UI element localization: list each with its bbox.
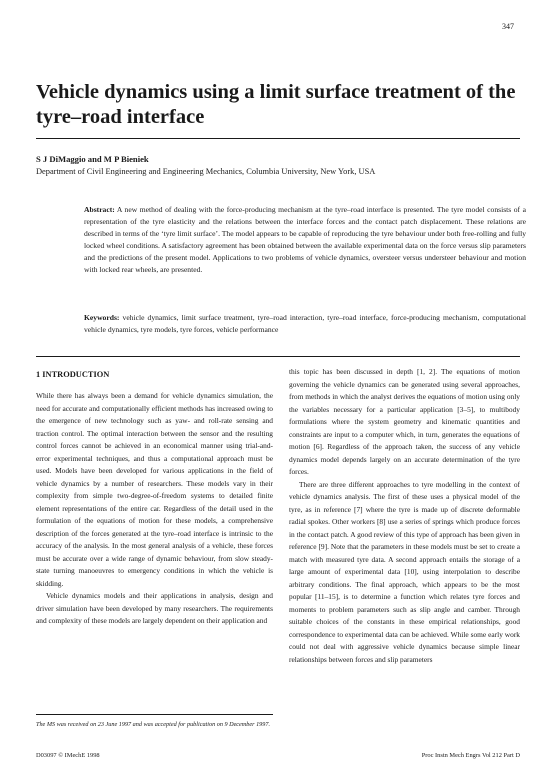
section-rule bbox=[36, 356, 520, 357]
paragraph: There are three different approaches to tyre modelling in the context of vehicle dynamics analysis. The first of these uses a physical model of the tyre, as in reference [7] where the tyre is made up of discrete deformable radial spokes. Other workers [8] use a series of springs which produce forces in the contact patch. A good review of this type of approach has been given in reference [9]. Note that the parameters in these models must be set to create a match with measured tyre data. A second approach entails the storage of a large amount of experimental data [10], using interpolation to describe arbitrary conditions. The final approach, which appears to be the most popular [11–15], is to determine a function which relates tyre forces and moments to problem parameters such as slip angle and camber. Through suitable choices of the constants in these empirical relationships, good correspondence to experimental data can be achieved. While some early work could not deal with aggressive vehicle dynamics because simple linear relationships between forces and slip parameters bbox=[289, 479, 520, 664]
left-column bbox=[36, 390, 273, 628]
footnote: The MS was received on 23 June 1997 and was accepted for publication on 9 December 1997. bbox=[36, 721, 270, 728]
paragraph: Vehicle dynamics models and their applications in analysis, design and driver simulation have been developed by many researchers. The requirements and complexity of these models are largely dependent on their application and bbox=[36, 591, 273, 625]
section-heading: 1 INTRODUCTION bbox=[36, 370, 110, 379]
page-number: 347 bbox=[502, 22, 514, 31]
abstract-label: Abstract: bbox=[84, 205, 115, 214]
abstract-text: A new method of dealing with the force-producing mechanism at the tyre–road interface is presented. The tyre model consists of a representation of the tyre elasticity and the relations between the interface forces and the contact patch displacement. These relations are described in terms of the ‘tyre limit surface’. The model appears to be capable of reproducing the tyre behaviour under both free-rolling and fully locked wheel conditions. A satisfactory agreement has been obtained between the available experimental data on the force versus slip parameters and the predictions of the present model. Applications to two problems of vehicle dynamics, oversteer versus understeer behaviour and motion with locked rear wheels, are presented. bbox=[84, 205, 526, 274]
paragraph: this topic has been discussed in depth [1, 2]. The equations of motion governing the vehicle dynamics can be generated using several approaches, from methods in which the analyst derives the equations of motion using only the variables necessary for a particular application [3–5], to multibody formulations where the system geometry and kinematic quantities and constraints are input to a computer which, in turn, generates the equations of motion [6]. Regardless of the approach taken, the success of any vehicle dynamics model depends largely on an accurate determination of the tyre forces. bbox=[289, 367, 520, 476]
footer-left: D03097 © IMechE 1998 bbox=[36, 752, 100, 759]
keywords-label: Keywords: bbox=[84, 313, 120, 322]
keywords bbox=[84, 312, 526, 336]
paper-title: Vehicle dynamics using a limit surface treatment of the tyre–road interface bbox=[36, 81, 516, 128]
title-rule bbox=[36, 138, 520, 139]
authors: S J DiMaggio and M P Bieniek bbox=[36, 154, 149, 164]
footer-right: Proc Instn Mech Engrs Vol 212 Part D bbox=[421, 752, 520, 759]
keywords-text: vehicle dynamics, limit surface treatment, tyre–road interaction, tyre–road interface, force-producing mechanism, computational vehicle dynamics, tyre models, tyre forces, vehicle performance bbox=[84, 313, 526, 334]
right-column bbox=[289, 366, 520, 666]
paragraph: While there has always been a demand for vehicle dynamics simulation, the need for accurate and computationally efficient methods has increased owing to the emergence of new technology such as yaw- and roll-rate sensing and traction control. The optimal interaction between the sensor and the resulting control forces cannot be achieved in an economical manner using trial-and-error experimental techniques, and thus a computational approach must be used. Models have been developed for various applications in the field of vehicle dynamics by a number of researchers. These models vary in their complexity from simple two-degree-of-freedom systems to detailed finite element representations of the entire car. Regardless of the detail used in the formulation of the equations of motion for these models, a comprehensive description of the forces generated at the tyre–road interface is intrinsic to the accuracy of the analysis. In the most general analysis of a vehicle, these forces must be accurate over a wide range of dynamic behaviour, from slow steady-state turning manoeuvres to emergency conditions in which the vehicle is skidding. bbox=[36, 391, 273, 588]
footnote-rule bbox=[36, 714, 273, 715]
affiliation: Department of Civil Engineering and Engineering Mechanics, Columbia University, New York, USA bbox=[36, 167, 376, 176]
abstract bbox=[84, 204, 526, 276]
